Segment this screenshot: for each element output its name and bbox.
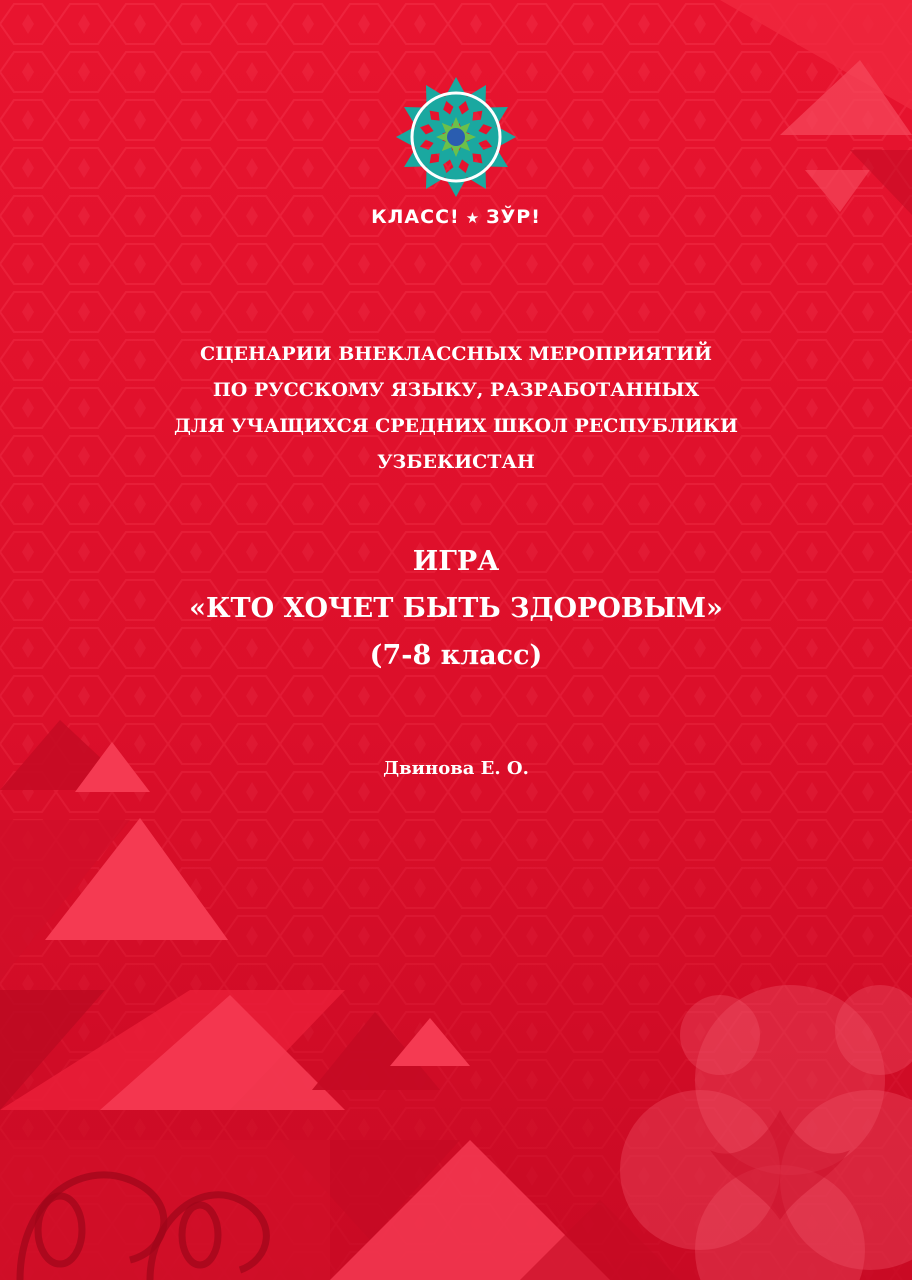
logo-word-left: КЛАСС!: [371, 206, 460, 228]
subtitle-line: ПО РУССКОМУ ЯЗЫКУ, РАЗРАБОТАННЫХ: [212, 379, 700, 401]
subtitle-line: СЦЕНАРИИ ВНЕКЛАССНЫХ МЕРОПРИЯТИЙ: [200, 343, 712, 365]
cover-subtitle: [100, 336, 812, 480]
logo: [336, 72, 576, 242]
rosette-logo-icon: [391, 72, 521, 202]
title-line: «КТО ХОЧЕТ БЫТЬ ЗДОРОВЫМ»: [189, 593, 723, 624]
title-line: (7-8 класс): [369, 640, 543, 671]
logo-word-right: ЗЎР!: [486, 206, 541, 228]
author-name: Двинова Е. О.: [383, 758, 529, 779]
star-icon: ★: [465, 209, 481, 227]
triangle-top-right-3: [805, 170, 870, 212]
logo-wordmark: [336, 206, 576, 228]
subtitle-line: УЗБЕКИСТАН: [377, 451, 535, 473]
triangle-center-2: [390, 1018, 470, 1066]
subtitle-line: ДЛЯ УЧАЩИХСЯ СРЕДНИХ ШКОЛ РЕСПУБЛИКИ: [174, 415, 738, 437]
title-line: ИГРА: [412, 546, 500, 577]
cover-title: [100, 538, 812, 679]
